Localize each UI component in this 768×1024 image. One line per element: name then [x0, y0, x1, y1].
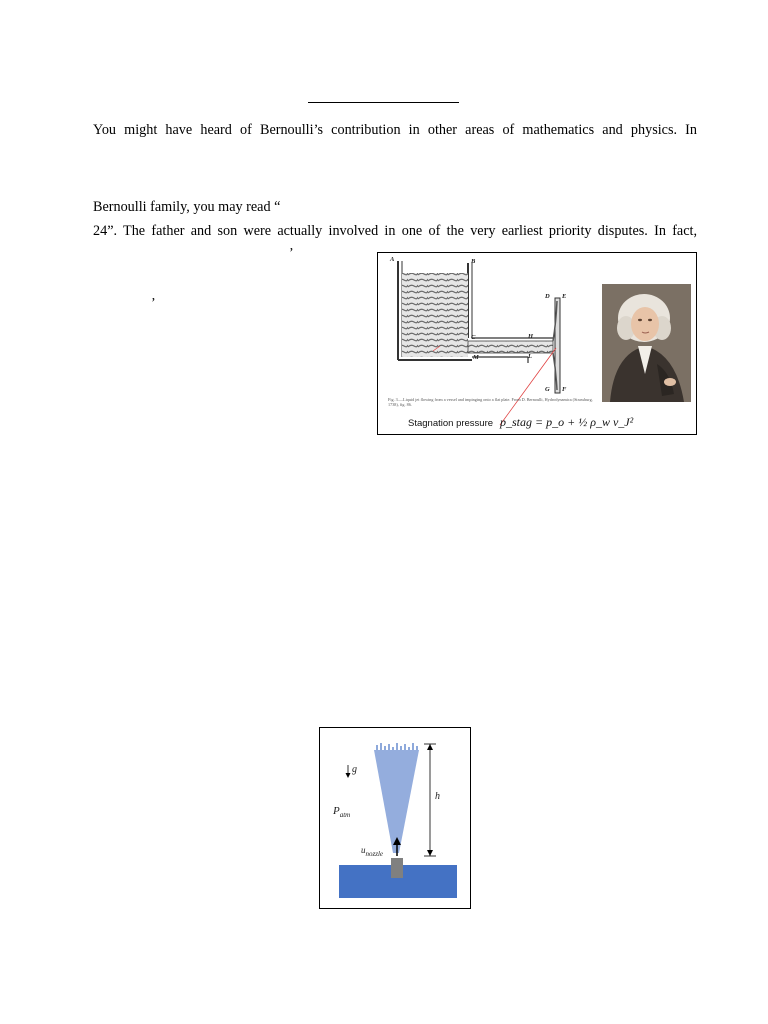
point-label-m: M — [473, 354, 479, 361]
paragraph-line-3: 24”. The father and son were actually involved in one of the very earliest priority disputes. In fact, — [93, 223, 697, 239]
point-label-d: D — [545, 293, 550, 300]
portrait-illustration — [602, 284, 691, 402]
title-underline — [308, 102, 459, 103]
bernoulli-portrait-image — [602, 284, 691, 402]
point-label-b: B — [471, 258, 476, 265]
nozzle-velocity-label: $u_{nozzle}$ — [361, 845, 383, 858]
fountain-jet-figure — [319, 727, 471, 909]
jet-spray — [374, 750, 419, 853]
stagnation-pressure-label: Stagnation pressure — [408, 418, 494, 429]
height-label: h — [435, 791, 440, 802]
point-label-g: G — [545, 386, 550, 393]
stray-apostrophe-2: ’ — [151, 296, 156, 311]
stray-apostrophe-1: ’ — [289, 246, 294, 261]
atmospheric-pressure-label: $P_{atm}$ — [333, 805, 351, 820]
point-label-h: H — [528, 333, 534, 340]
point-label-e: E — [562, 293, 567, 300]
paragraph-line-1: You might have heard of Bernoulli’s contribution in other areas of mathematics and physics. In — [93, 122, 697, 138]
point-label-l: L — [528, 353, 532, 360]
nozzle — [391, 858, 403, 878]
point-label-c: C — [471, 334, 476, 341]
paragraph-line-2: Bernoulli family, you may read “ — [93, 199, 281, 215]
point-label-f: F — [562, 386, 567, 393]
point-label-a: A — [390, 256, 395, 263]
gravity-label: g — [352, 764, 357, 775]
bernoulli-apparatus-figure — [377, 252, 697, 435]
stagnation-pressure-formula: p_stag = p_o + ½ ρ_w v_J² — [500, 415, 634, 429]
figure-small-caption: Fig. 3.—Liquid jet flowing from a vessel and impinging onto a flat plate. From D. Bernoulli, Hydrodynamica (Strassburg, 1738), fig. 86. — [388, 397, 593, 407]
